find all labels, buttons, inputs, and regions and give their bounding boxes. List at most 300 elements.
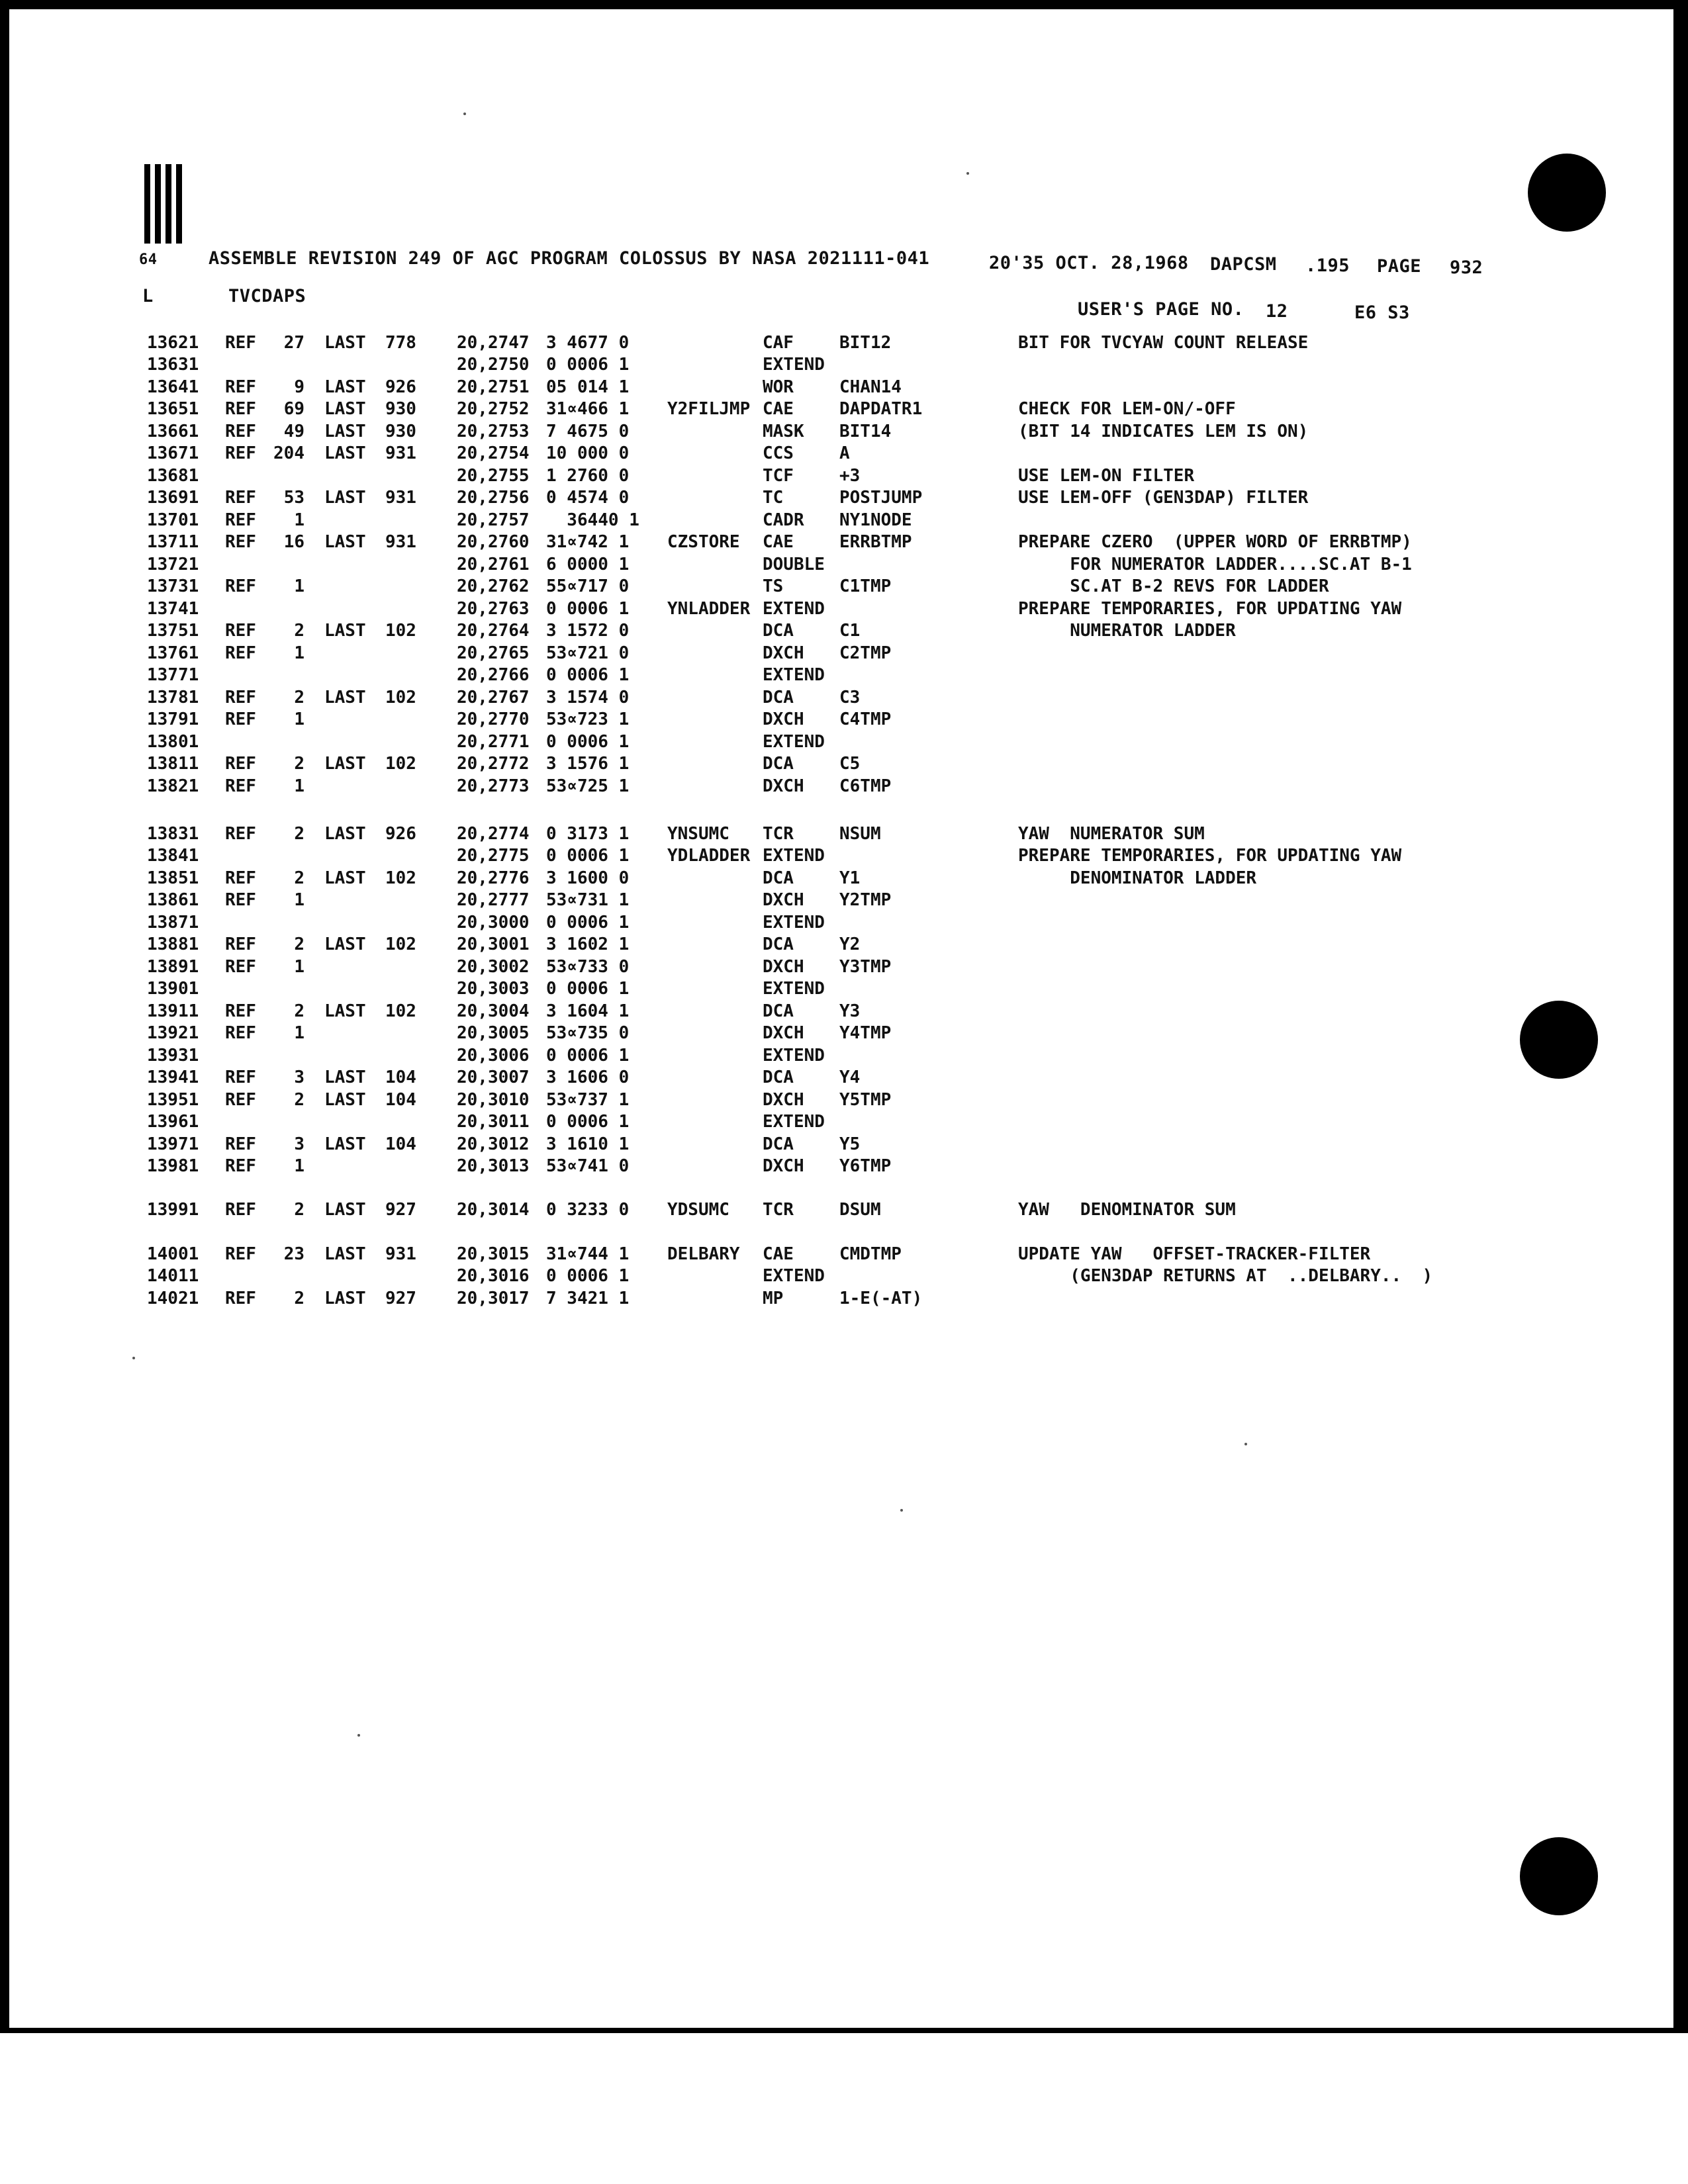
ref-flag: REF [225,934,256,954]
comment: UPDATE YAW OFFSET-TRACKER-FILTER [1018,1244,1371,1264]
ref-flag: REF [225,1090,256,1110]
assembly-title: ASSEMBLE REVISION 249 OF AGC PROGRAM COLOSSUS BY NASA 2021111-041 [209,248,930,269]
ref-flag: REF [225,1068,256,1087]
opcode: TCR [763,1200,794,1220]
opcode: TCF [763,466,794,486]
line-number: 13691 [147,488,199,508]
last-line: 104 [385,1134,416,1154]
opcode: EXTEND [763,732,825,752]
last-line: 931 [385,532,416,552]
octal-word: 31∝742 1 [546,532,630,552]
ref-flag: REF [225,422,256,441]
octal-word: 53∝733 0 [546,957,630,977]
section-name: TVCDAPS [228,286,306,306]
address: 20,2747 [457,333,530,353]
octal-word: 36440 1 [546,510,639,530]
opcode: EXTEND [763,1112,825,1132]
address: 20,2763 [457,599,530,619]
speck [900,1509,903,1512]
line-number: 14021 [147,1289,199,1308]
last-line: 931 [385,443,416,463]
opcode: DXCH [763,643,804,663]
address: 20,3013 [457,1156,530,1176]
operand: Y4TMP [839,1023,892,1043]
address: 20,3007 [457,1068,530,1087]
address: 20,3002 [457,957,530,977]
ref-flag: REF [225,824,256,844]
revision-code: E6 S3 [1354,302,1410,323]
listing-row [0,1023,1688,1043]
operand: C4TMP [839,709,892,729]
opcode: DCA [763,621,794,641]
octal-word: 0 0006 1 [546,599,630,619]
line-number: 13911 [147,1001,199,1021]
ref-flag: REF [225,443,256,463]
listing-row [0,665,1688,685]
line-number: 13731 [147,576,199,596]
octal-word: 0 4574 0 [546,488,630,508]
ref-count: 2 [294,1289,305,1308]
octal-word: 0 0006 1 [546,732,630,752]
octal-word: 0 0006 1 [546,1046,630,1066]
line-number: 13761 [147,643,199,663]
last-line: 930 [385,399,416,419]
line-number: 13991 [147,1200,199,1220]
ref-count: 1 [294,776,305,796]
operand: C1TMP [839,576,892,596]
listing-row [0,934,1688,954]
listing-row [0,576,1688,596]
line-number: 13721 [147,555,199,574]
octal-word: 31∝466 1 [546,399,630,419]
operand: ERRBTMP [839,532,912,552]
octal-word: 3 1602 1 [546,934,630,954]
opcode: MP [763,1289,784,1308]
ref-count: 2 [294,934,305,954]
line-number: 13941 [147,1068,199,1087]
operand: BIT14 [839,422,892,441]
opcode: DCA [763,934,794,954]
line-number: 13651 [147,399,199,419]
octal-word: 55∝717 0 [546,576,630,596]
listing-row [0,555,1688,574]
address: 20,3017 [457,1289,530,1308]
address: 20,2755 [457,466,530,486]
operand: Y2TMP [839,890,892,910]
line-number: 13901 [147,979,199,999]
line-number: 13831 [147,824,199,844]
last-flag: LAST [324,422,366,441]
address: 20,3000 [457,913,530,933]
address: 20,2754 [457,443,530,463]
listing-row [0,599,1688,619]
label: YNLADDER [667,599,751,619]
opcode: DXCH [763,1156,804,1176]
octal-word: 10 000 0 [546,443,630,463]
opcode: EXTEND [763,355,825,375]
line-number: 13951 [147,1090,199,1110]
last-flag: LAST [324,1090,366,1110]
opcode: EXTEND [763,846,825,866]
octal-word: 53∝737 1 [546,1090,630,1110]
octal-word: 53∝723 1 [546,709,630,729]
comment: PREPARE CZERO (UPPER WORD OF ERRBTMP) [1018,532,1412,552]
address: 20,3012 [457,1134,530,1154]
last-flag: LAST [324,688,366,707]
address: 20,2751 [457,377,530,397]
operand: Y2 [839,934,861,954]
line-number: 13961 [147,1112,199,1132]
comment: USE LEM-ON FILTER [1018,466,1195,486]
ref-count: 2 [294,1090,305,1110]
opcode: DXCH [763,776,804,796]
ref-flag: REF [225,1156,256,1176]
operand: C5 [839,754,861,774]
line-number: 13981 [147,1156,199,1176]
opcode: DXCH [763,1023,804,1043]
last-flag: LAST [324,399,366,419]
listing-row [0,709,1688,729]
opcode: DXCH [763,957,804,977]
line-number: 13711 [147,532,199,552]
program-version: .195 [1305,255,1350,276]
punch-hole-bottom [1520,1837,1598,1915]
line-number: 13681 [147,466,199,486]
address: 20,2776 [457,868,530,888]
opcode: DCA [763,754,794,774]
ref-count: 1 [294,510,305,530]
octal-word: 3 4677 0 [546,333,630,353]
listing-row [0,1244,1688,1264]
last-line: 931 [385,1244,416,1264]
operand: C1 [839,621,861,641]
opcode: CADR [763,510,804,530]
line-number: 13671 [147,443,199,463]
octal-word: 1 2760 0 [546,466,630,486]
listing-row [0,643,1688,663]
ref-count: 1 [294,709,305,729]
last-flag: LAST [324,934,366,954]
ref-flag: REF [225,1023,256,1043]
last-line: 930 [385,422,416,441]
listing-row [0,1112,1688,1132]
operand: DAPDATR1 [839,399,923,419]
octal-word: 53∝721 0 [546,643,630,663]
ref-flag: REF [225,1200,256,1220]
listing-row [0,488,1688,508]
comment: FOR NUMERATOR LADDER....SC.AT B-1 [1018,555,1412,574]
ref-flag: REF [225,510,256,530]
opcode: EXTEND [763,599,825,619]
listing-row [0,399,1688,419]
address: 20,2777 [457,890,530,910]
assembly-datetime: 20'35 OCT. 28,1968 [989,253,1189,273]
last-line: 102 [385,934,416,954]
ref-count: 1 [294,957,305,977]
line-number: 13871 [147,913,199,933]
comment: DENOMINATOR LADDER [1018,868,1257,888]
line-number: 13851 [147,868,199,888]
address: 20,2764 [457,621,530,641]
octal-word: 7 3421 1 [546,1289,630,1308]
operand: Y6TMP [839,1156,892,1176]
octal-word: 0 3173 1 [546,824,630,844]
line-number: 13821 [147,776,199,796]
octal-word: 05 014 1 [546,377,630,397]
opcode: DCA [763,1001,794,1021]
opcode: EXTEND [763,665,825,685]
address: 20,3005 [457,1023,530,1043]
address: 20,2772 [457,754,530,774]
page-number: 932 [1450,257,1483,278]
operand: A [839,443,850,463]
ref-flag: REF [225,776,256,796]
speck [463,113,466,115]
octal-word: 3 1576 1 [546,754,630,774]
ref-count: 1 [294,643,305,663]
ref-count: 69 [283,399,305,419]
opcode: MASK [763,422,804,441]
opcode: EXTEND [763,979,825,999]
opcode: TC [763,488,784,508]
ref-flag: REF [225,621,256,641]
label: YDLADDER [667,846,751,866]
scan-border-top [0,0,1688,9]
ref-flag: REF [225,754,256,774]
ref-count: 1 [294,1023,305,1043]
listing-row [0,443,1688,463]
octal-word: 0 0006 1 [546,979,630,999]
line-number: 13741 [147,599,199,619]
ref-count: 2 [294,688,305,707]
last-flag: LAST [324,488,366,508]
last-line: 102 [385,621,416,641]
listing-row [0,732,1688,752]
last-flag: LAST [324,824,366,844]
opcode: EXTEND [763,1046,825,1066]
ref-count: 2 [294,868,305,888]
ref-flag: REF [225,488,256,508]
line-number: 13931 [147,1046,199,1066]
ref-count: 2 [294,824,305,844]
address: 20,2753 [457,422,530,441]
address: 20,2774 [457,824,530,844]
ref-flag: REF [225,688,256,707]
octal-word: 0 0006 1 [546,913,630,933]
operand: Y3TMP [839,957,892,977]
listing-row [0,824,1688,844]
last-flag: LAST [324,1068,366,1087]
address: 20,2760 [457,532,530,552]
address: 20,2757 [457,510,530,530]
binder-bars-mark [144,164,184,244]
label: YNSUMC [667,824,729,844]
label: CZSTORE [667,532,740,552]
comment: PREPARE TEMPORARIES, FOR UPDATING YAW [1018,846,1402,866]
octal-word: 53∝731 1 [546,890,630,910]
ref-count: 3 [294,1068,305,1087]
ref-flag: REF [225,1244,256,1264]
opcode: DCA [763,1068,794,1087]
listing-row [0,1156,1688,1176]
comment: YAW DENOMINATOR SUM [1018,1200,1236,1220]
scan-border-bottom [0,2028,1688,2033]
listing-row [0,1134,1688,1154]
opcode: TS [763,576,784,596]
last-flag: LAST [324,1200,366,1220]
opcode: EXTEND [763,913,825,933]
ref-flag: REF [225,377,256,397]
line-number: 13791 [147,709,199,729]
last-line: 104 [385,1068,416,1087]
address: 20,2765 [457,643,530,663]
ref-flag: REF [225,399,256,419]
comment: CHECK FOR LEM-ON/-OFF [1018,399,1236,419]
line-number: 13661 [147,422,199,441]
operand: Y3 [839,1001,861,1021]
octal-word: 3 1606 0 [546,1068,630,1087]
address: 20,3016 [457,1266,530,1286]
listing-row [0,890,1688,910]
line-number: 13781 [147,688,199,707]
address: 20,3015 [457,1244,530,1264]
listing-row [0,957,1688,977]
opcode: DXCH [763,890,804,910]
comment: YAW NUMERATOR SUM [1018,824,1205,844]
opcode: WOR [763,377,794,397]
address: 20,2770 [457,709,530,729]
line-number: 13861 [147,890,199,910]
label: Y2FILJMP [667,399,751,419]
ref-flag: REF [225,1134,256,1154]
ref-flag: REF [225,532,256,552]
listing-row [0,1200,1688,1220]
address: 20,2775 [457,846,530,866]
last-flag: LAST [324,443,366,463]
ref-count: 2 [294,1001,305,1021]
address: 20,2761 [457,555,530,574]
ref-count: 23 [283,1244,305,1264]
line-number: 13891 [147,957,199,977]
opcode: CAE [763,399,794,419]
opcode: CAE [763,1244,794,1264]
ref-count: 9 [294,377,305,397]
octal-word: 0 0006 1 [546,665,630,685]
opcode: TCR [763,824,794,844]
line-number: 14001 [147,1244,199,1264]
address: 20,3014 [457,1200,530,1220]
address: 20,2766 [457,665,530,685]
line-number: 13881 [147,934,199,954]
operand: Y4 [839,1068,861,1087]
label: YDSUMC [667,1200,729,1220]
listing-row [0,1068,1688,1087]
last-flag: LAST [324,333,366,353]
last-flag: LAST [324,868,366,888]
last-flag: LAST [324,1289,366,1308]
address: 20,3001 [457,934,530,954]
operand: NY1NODE [839,510,912,530]
listing-row [0,754,1688,774]
line-number: 14011 [147,1266,199,1286]
listing-row [0,1090,1688,1110]
ref-count: 49 [283,422,305,441]
comment: BIT FOR TVCYAW COUNT RELEASE [1018,333,1309,353]
punch-hole-top [1528,154,1606,232]
opcode: CCS [763,443,794,463]
address: 20,2762 [457,576,530,596]
octal-word: 6 0000 1 [546,555,630,574]
opcode: DOUBLE [763,555,825,574]
address: 20,3006 [457,1046,530,1066]
octal-word: 31∝744 1 [546,1244,630,1264]
listing-row [0,1266,1688,1286]
last-line: 102 [385,868,416,888]
listing-row [0,868,1688,888]
section-letter: L [142,286,154,306]
opcode: CAE [763,532,794,552]
ref-flag: REF [225,333,256,353]
program-name: DAPCSM [1210,254,1277,275]
address: 20,2750 [457,355,530,375]
listing-row [0,1046,1688,1066]
operand: BIT12 [839,333,892,353]
ref-count: 1 [294,890,305,910]
ref-count: 2 [294,1200,305,1220]
ref-count: 53 [283,488,305,508]
listing-row [0,422,1688,441]
operand: +3 [839,466,861,486]
octal-word: 0 0006 1 [546,846,630,866]
comment: (GEN3DAP RETURNS AT ..DELBARY.. ) [1018,1266,1433,1286]
listing-row [0,377,1688,397]
last-line: 778 [385,333,416,353]
ref-count: 204 [273,443,305,463]
listing-row [0,979,1688,999]
listing-row [0,355,1688,375]
line-number: 13641 [147,377,199,397]
ref-count: 3 [294,1134,305,1154]
address: 20,2756 [457,488,530,508]
last-line: 926 [385,824,416,844]
ref-flag: REF [225,1001,256,1021]
speck [1244,1443,1247,1445]
opcode: DCA [763,1134,794,1154]
operand: NSUM [839,824,881,844]
address: 20,2773 [457,776,530,796]
speck [132,1357,135,1359]
user-page-label: USER'S PAGE NO. [1078,299,1244,320]
octal-word: 3 1574 0 [546,688,630,707]
listing-row [0,846,1688,866]
line-number: 13971 [147,1134,199,1154]
listing-row [0,532,1688,552]
ref-flag: REF [225,957,256,977]
listing-row [0,913,1688,933]
operand: Y1 [839,868,861,888]
operand: 1-E(-AT) [839,1289,923,1308]
label: DELBARY [667,1244,740,1264]
ref-flag: REF [225,868,256,888]
speck [966,172,969,175]
last-line: 104 [385,1090,416,1110]
comment: NUMERATOR LADDER [1018,621,1236,641]
address: 20,3010 [457,1090,530,1110]
last-flag: LAST [324,754,366,774]
last-line: 931 [385,488,416,508]
octal-word: 0 0006 1 [546,1112,630,1132]
address: 20,3011 [457,1112,530,1132]
